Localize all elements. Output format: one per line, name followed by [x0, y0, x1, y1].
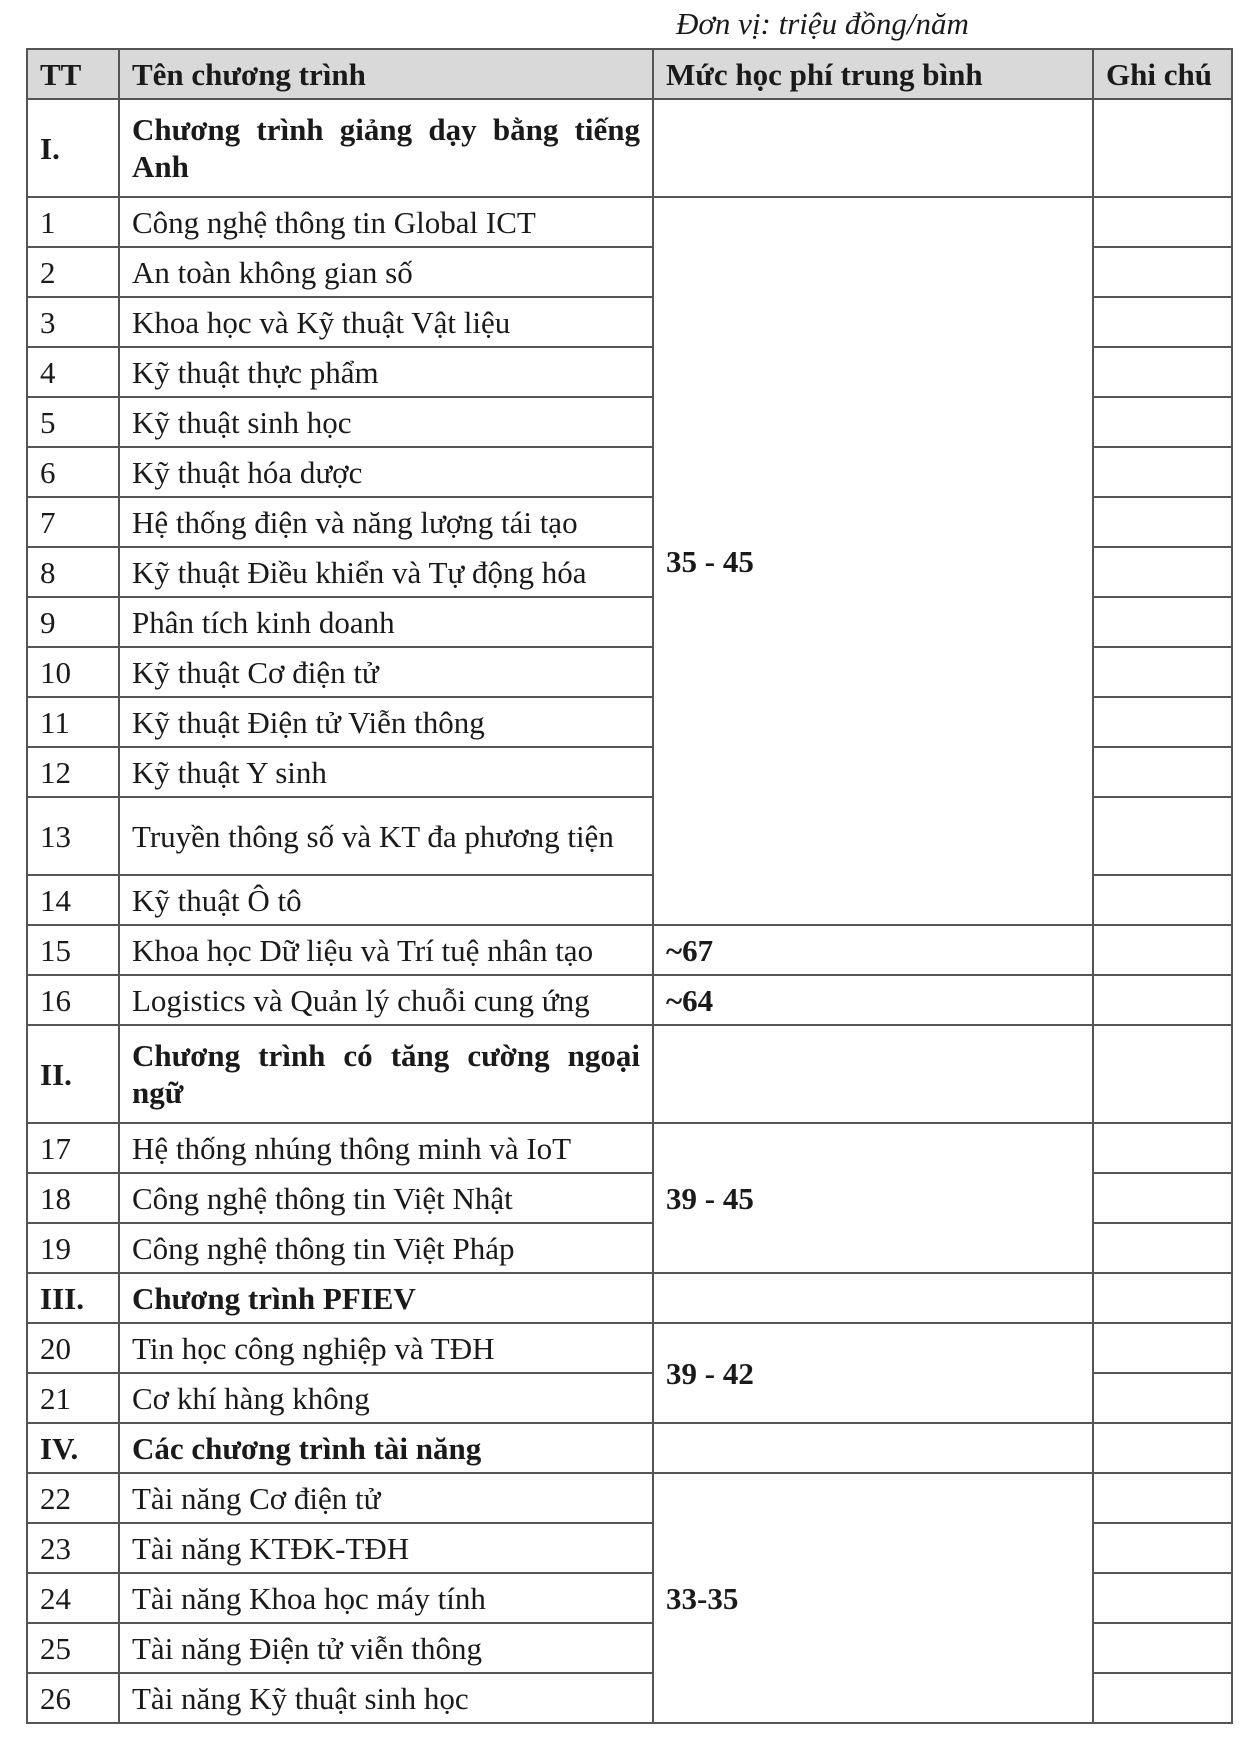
program-name: Phân tích kinh doanh	[119, 597, 653, 647]
header-tt: TT	[27, 49, 119, 99]
program-name: Kỹ thuật Điện tử Viễn thông	[119, 697, 653, 747]
program-row	[27, 1323, 1232, 1373]
table-body	[27, 99, 1232, 1723]
note-cell	[1093, 1173, 1232, 1223]
tuition-table	[26, 48, 1233, 1724]
program-name: Kỹ thuật Y sinh	[119, 747, 653, 797]
note-cell	[1093, 197, 1232, 247]
section-title: Chương trình giảng dạy bằng tiếng Anh	[119, 99, 653, 197]
program-row	[27, 1123, 1232, 1173]
program-name: Công nghệ thông tin Global ICT	[119, 197, 653, 247]
program-name: Kỹ thuật hóa dược	[119, 447, 653, 497]
note-cell	[1093, 747, 1232, 797]
note-cell	[1093, 497, 1232, 547]
program-name: Logistics và Quản lý chuỗi cung ứng	[119, 975, 653, 1025]
section-row	[27, 1423, 1232, 1473]
program-number: 4	[27, 347, 119, 397]
program-name: Tài năng Kỹ thuật sinh học	[119, 1673, 653, 1723]
program-number: 11	[27, 697, 119, 747]
program-name: Kỹ thuật sinh học	[119, 397, 653, 447]
fee-value: 39 - 42	[653, 1323, 1093, 1423]
section-number: I.	[27, 99, 119, 197]
note-cell	[1093, 1323, 1232, 1373]
program-number: 15	[27, 925, 119, 975]
section-fee-cell	[653, 99, 1093, 197]
note-cell	[1093, 1223, 1232, 1273]
note-cell	[1093, 397, 1232, 447]
program-name: Kỹ thuật Cơ điện tử	[119, 647, 653, 697]
section-note-cell	[1093, 1273, 1232, 1323]
note-cell	[1093, 1623, 1232, 1673]
program-number: 18	[27, 1173, 119, 1223]
note-cell	[1093, 447, 1232, 497]
program-number: 9	[27, 597, 119, 647]
program-number: 25	[27, 1623, 119, 1673]
program-name: Truyền thông số và KT đa phương tiện	[119, 797, 653, 875]
program-number: 1	[27, 197, 119, 247]
program-name: Tài năng Điện tử viễn thông	[119, 1623, 653, 1673]
program-name: Tài năng Cơ điện tử	[119, 1473, 653, 1523]
program-name: Công nghệ thông tin Việt Pháp	[119, 1223, 653, 1273]
program-number: 8	[27, 547, 119, 597]
section-number: IV.	[27, 1423, 119, 1473]
note-cell	[1093, 1123, 1232, 1173]
program-number: 7	[27, 497, 119, 547]
program-name: Kỹ thuật Ô tô	[119, 875, 653, 925]
program-number: 3	[27, 297, 119, 347]
program-row	[27, 1473, 1232, 1523]
note-cell	[1093, 597, 1232, 647]
program-row	[27, 197, 1232, 247]
note-cell	[1093, 697, 1232, 747]
section-note-cell	[1093, 1025, 1232, 1123]
program-row	[27, 975, 1232, 1025]
note-cell	[1093, 347, 1232, 397]
program-number: 2	[27, 247, 119, 297]
note-cell	[1093, 797, 1232, 875]
section-fee-cell	[653, 1273, 1093, 1323]
program-number: 14	[27, 875, 119, 925]
section-note-cell	[1093, 99, 1232, 197]
program-number: 26	[27, 1673, 119, 1723]
program-name: Tài năng Khoa học máy tính	[119, 1573, 653, 1623]
program-name: Kỹ thuật thực phẩm	[119, 347, 653, 397]
section-title: Chương trình có tăng cường ngoại ngữ	[119, 1025, 653, 1123]
program-name: Cơ khí hàng không	[119, 1373, 653, 1423]
section-row	[27, 99, 1232, 197]
section-number: III.	[27, 1273, 119, 1323]
note-cell	[1093, 297, 1232, 347]
program-name: Hệ thống nhúng thông minh và IoT	[119, 1123, 653, 1173]
section-number: II.	[27, 1025, 119, 1123]
program-name: Khoa học Dữ liệu và Trí tuệ nhân tạo	[119, 925, 653, 975]
unit-label: Đơn vị: triệu đồng/năm	[676, 6, 969, 41]
note-cell	[1093, 1673, 1232, 1723]
note-cell	[1093, 975, 1232, 1025]
program-number: 21	[27, 1373, 119, 1423]
fee-value: 33-35	[653, 1473, 1093, 1723]
section-row	[27, 1025, 1232, 1123]
header-program-name: Tên chương trình	[119, 49, 653, 99]
program-number: 13	[27, 797, 119, 875]
note-cell	[1093, 1523, 1232, 1573]
program-row	[27, 925, 1232, 975]
note-cell	[1093, 925, 1232, 975]
note-cell	[1093, 547, 1232, 597]
program-number: 10	[27, 647, 119, 697]
program-name: Hệ thống điện và năng lượng tái tạo	[119, 497, 653, 547]
header-average-fee: Mức học phí trung bình	[653, 49, 1093, 99]
program-number: 5	[27, 397, 119, 447]
program-name: Công nghệ thông tin Việt Nhật	[119, 1173, 653, 1223]
section-title: Chương trình PFIEV	[119, 1273, 653, 1323]
program-name: Tin học công nghiệp và TĐH	[119, 1323, 653, 1373]
program-number: 19	[27, 1223, 119, 1273]
section-row	[27, 1273, 1232, 1323]
fee-value: ~67	[653, 925, 1093, 975]
header-note: Ghi chú	[1093, 49, 1232, 99]
program-name: Kỹ thuật Điều khiển và Tự động hóa	[119, 547, 653, 597]
program-number: 24	[27, 1573, 119, 1623]
note-cell	[1093, 647, 1232, 697]
program-number: 22	[27, 1473, 119, 1523]
note-cell	[1093, 1573, 1232, 1623]
program-name: Khoa học và Kỹ thuật Vật liệu	[119, 297, 653, 347]
table-header-row	[27, 49, 1232, 99]
section-title: Các chương trình tài năng	[119, 1423, 653, 1473]
note-cell	[1093, 1473, 1232, 1523]
program-number: 16	[27, 975, 119, 1025]
program-number: 17	[27, 1123, 119, 1173]
program-number: 12	[27, 747, 119, 797]
note-cell	[1093, 1373, 1232, 1423]
fee-value: 35 - 45	[653, 197, 1093, 925]
note-cell	[1093, 247, 1232, 297]
section-note-cell	[1093, 1423, 1232, 1473]
fee-value: ~64	[653, 975, 1093, 1025]
program-number: 23	[27, 1523, 119, 1573]
fee-value: 39 - 45	[653, 1123, 1093, 1273]
program-name: Tài năng KTĐK-TĐH	[119, 1523, 653, 1573]
program-number: 6	[27, 447, 119, 497]
program-number: 20	[27, 1323, 119, 1373]
section-fee-cell	[653, 1423, 1093, 1473]
section-fee-cell	[653, 1025, 1093, 1123]
program-name: An toàn không gian số	[119, 247, 653, 297]
note-cell	[1093, 875, 1232, 925]
